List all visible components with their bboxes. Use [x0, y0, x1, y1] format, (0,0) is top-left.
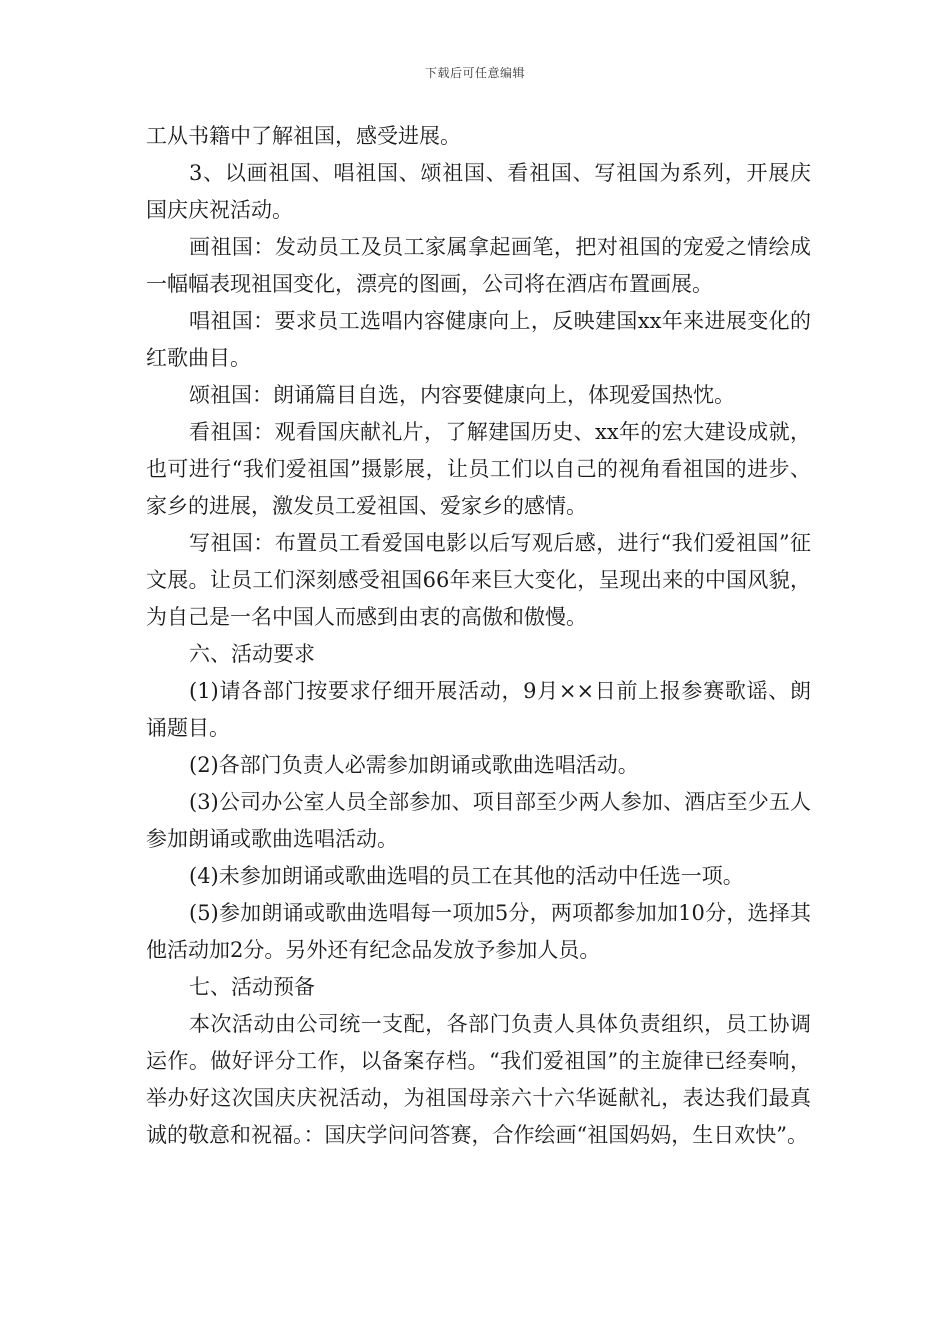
paragraph-draw-motherland: 画祖国：发动员工及员工家属拿起画笔，把对祖国的宠爱之情绘成一幅幅表现祖国变化，漂亮的图画，公司将在酒店布置画展。 — [146, 235, 811, 296]
paragraph-recite-motherland: 颂祖国：朗诵篇目自选，内容要健康向上，体现爱国热忱。 — [189, 383, 735, 407]
document-body — [146, 118, 811, 1154]
requirement-item-5: (5)参加朗诵或歌曲选唱每一项加5分，两项都参加加10分，选择其他活动加2分。另外还有纪念品发放予参加人员。 — [146, 901, 811, 962]
requirement-item-2: (2)各部门负责人必需参加朗诵或歌曲选唱活动。 — [189, 753, 639, 777]
paragraph-sing-motherland: 唱祖国：要求员工选唱内容健康向上，反映建国xx年来进展变化的红歌曲目。 — [146, 309, 811, 370]
paragraph-intro-continuation: 工从书籍中了解祖国，感受进展。 — [146, 124, 461, 148]
requirement-item-4: (4)未参加朗诵或歌曲选唱的员工在其他的活动中任选一项。 — [189, 864, 744, 888]
paragraph-watch-motherland: 看祖国：观看国庆献礼片，了解建国历史、xx年的宏大建设成就，也可进行“我们爱祖国”摄影展，让员工们以自己的视角看祖国的进步、家乡的进展，激发员工爱祖国、爱家乡的感情。 — [146, 420, 811, 518]
page-header: 下载后可任意编辑 — [424, 66, 525, 80]
paragraph-preparation: 本次活动由公司统一支配，各部门负责人具体负责组织，员工协调运作。做好评分工作，以备案存档。“我们爱祖国”的主旋律已经奏响，举办好这次国庆庆祝活动，为祖国母亲六十六华诞献礼，表达我们最真诚的敬意和祝福。：国庆学问问答赛，合作绘画“祖国妈妈，生日欢快”。 — [146, 1012, 811, 1147]
section-heading-requirements: 六、活动要求 — [189, 642, 315, 666]
requirement-item-3: (3)公司办公室人员全部参加、项目部至少两人参加、酒店至少五人参加朗诵或歌曲选唱活动。 — [146, 790, 811, 851]
paragraph-activity-series: 3、以画祖国、唱祖国、颂祖国、看祖国、写祖国为系列，开展庆国庆庆祝活动。 — [146, 161, 811, 222]
paragraph-write-motherland: 写祖国：布置员工看爱国电影以后写观后感，进行“我们爱祖国”征文展。让员工们深刻感受祖国66年来巨大变化，呈现出来的中国风貌，为自己是一名中国人而感到由衷的高傲和傲慢。 — [146, 531, 811, 629]
section-heading-preparation: 七、活动预备 — [189, 975, 315, 999]
requirement-item-1: (1)请各部门按要求仔细开展活动，9月××日前上报参赛歌谣、朗诵题目。 — [146, 679, 811, 740]
